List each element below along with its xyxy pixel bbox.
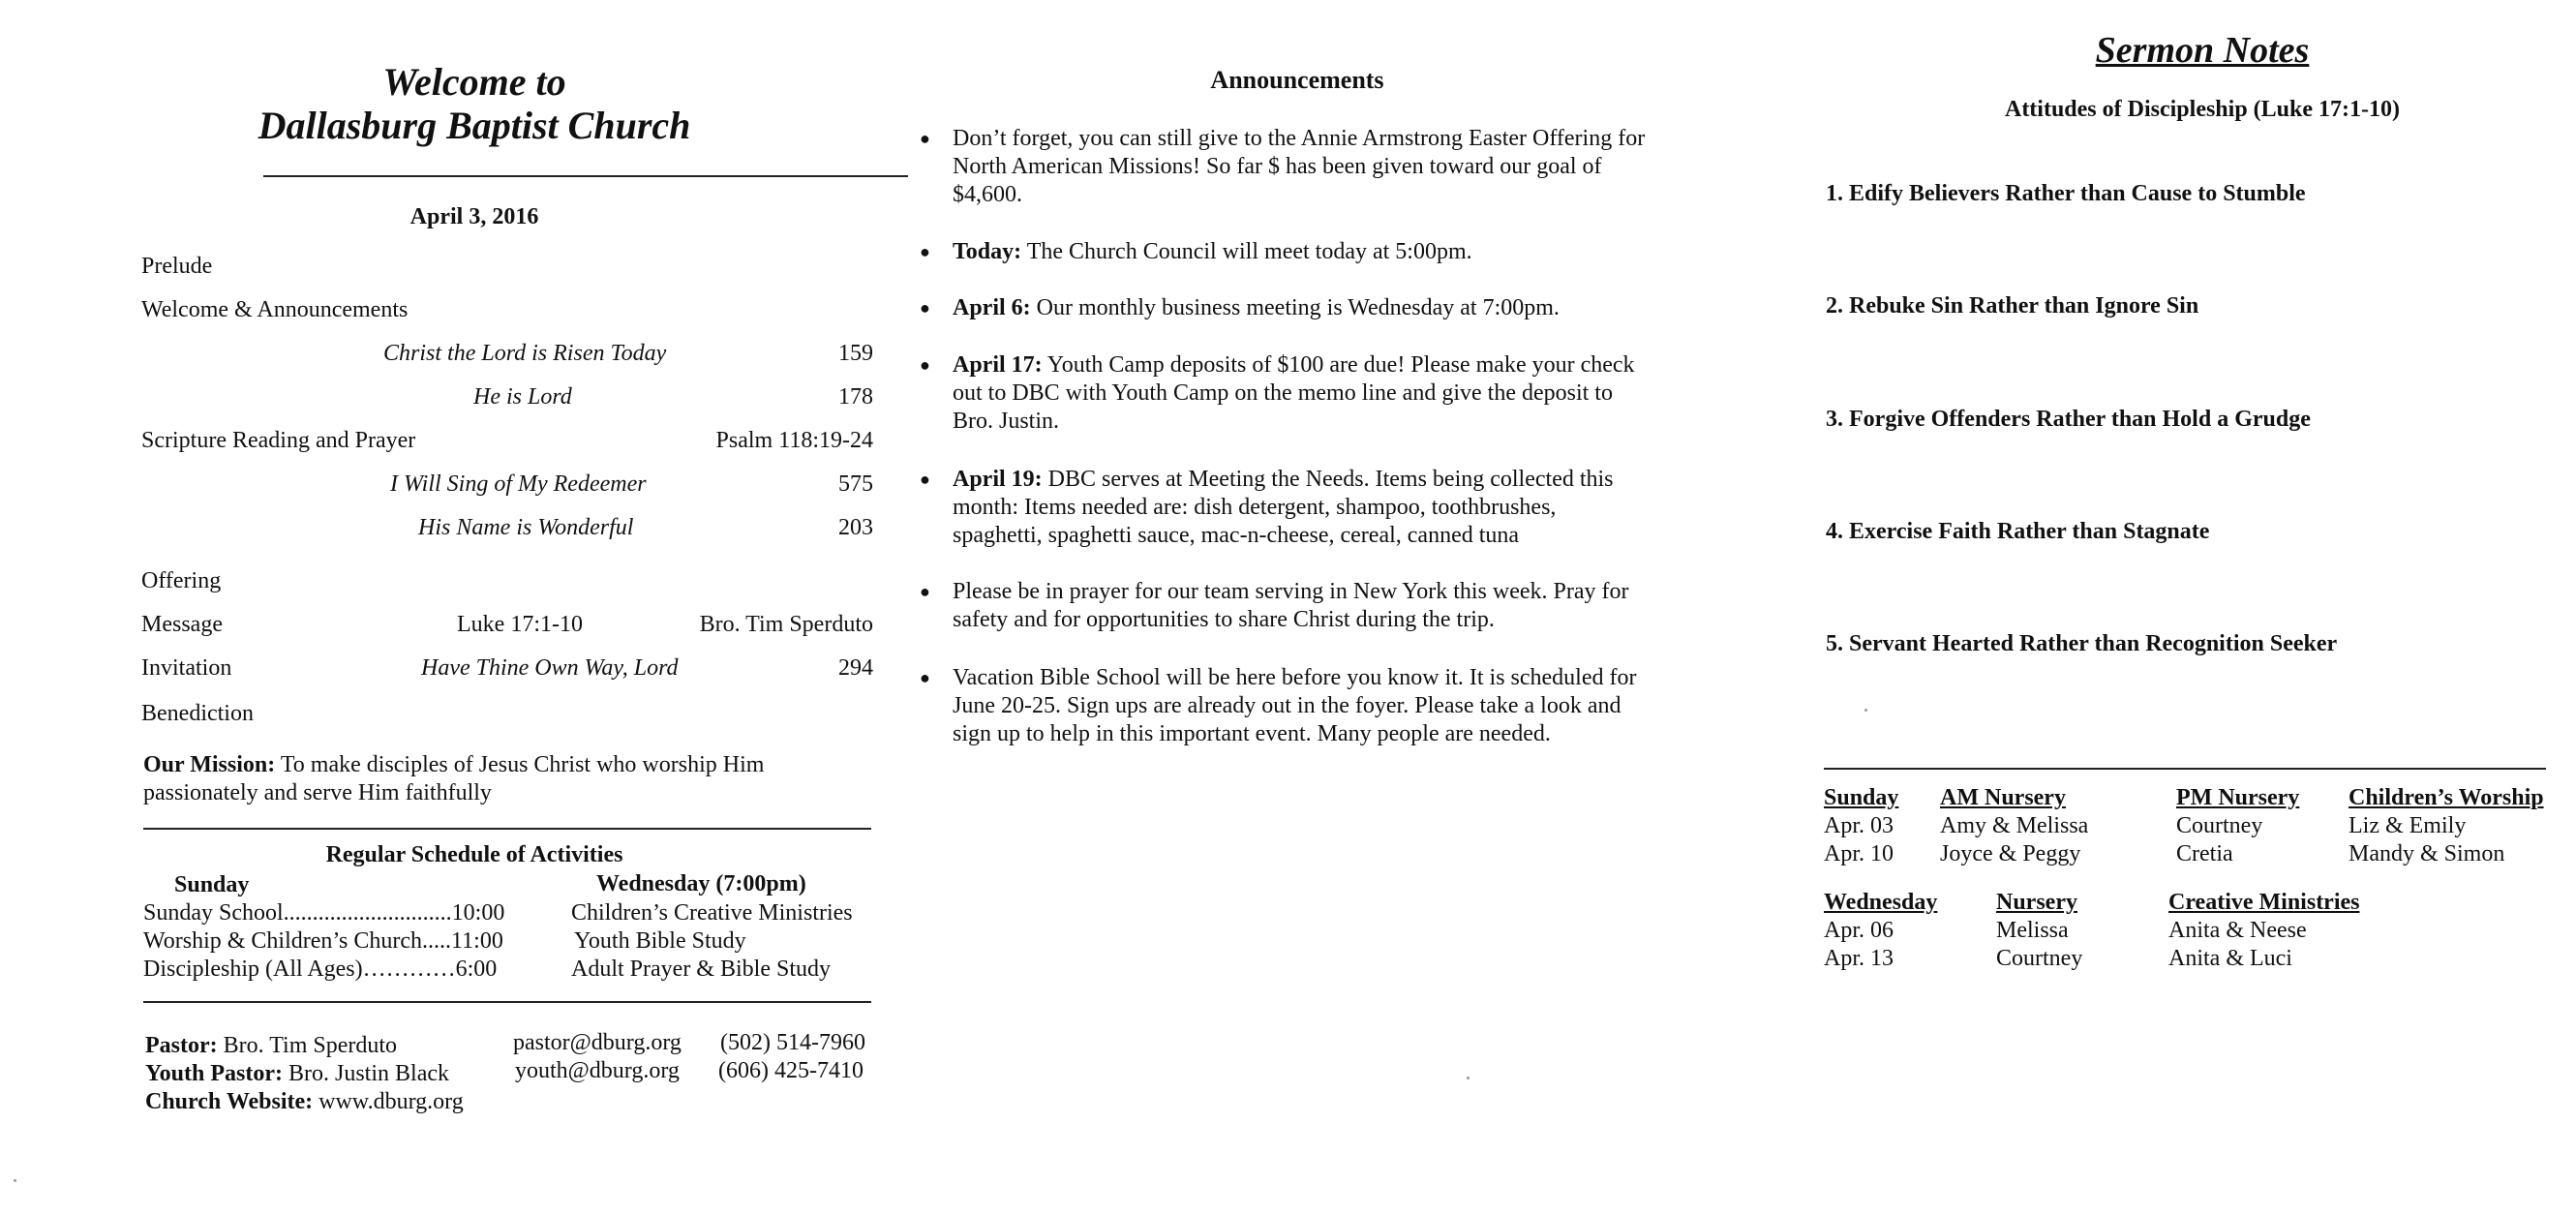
church-name-title: Dallasburg Baptist Church bbox=[258, 104, 691, 147]
volunteer-cell: Apr. 06 bbox=[1824, 918, 1894, 943]
mission-statement bbox=[143, 751, 840, 807]
schedule-wednesday-item: Children’s Creative Ministries bbox=[571, 900, 853, 926]
welcome-panel bbox=[136, 0, 881, 1215]
bullet-icon: ● bbox=[920, 298, 930, 318]
bullet-icon: ● bbox=[920, 242, 930, 261]
service-row bbox=[141, 653, 873, 683]
volunteer-cell: Melissa bbox=[1996, 918, 2069, 943]
service-item-label: Benediction bbox=[141, 701, 254, 726]
service-item-label: Invitation bbox=[141, 655, 232, 681]
schedule-divider bbox=[143, 1001, 871, 1003]
youth-pastor-label: Youth Pastor: bbox=[145, 1061, 283, 1086]
schedule-title: Regular Schedule of Activities bbox=[325, 842, 623, 867]
service-row bbox=[141, 252, 873, 281]
sermon-point: 1. Edify Believers Rather than Cause to Stumble bbox=[1826, 181, 2306, 206]
volunteer-cell: Joyce & Peggy bbox=[1940, 841, 2081, 866]
service-row bbox=[141, 566, 873, 595]
announcement-item: ● Today: The Church Council will meet today at 5:00pm. bbox=[920, 239, 1472, 264]
volunteer-cell: Anita & Luci bbox=[2168, 946, 2292, 971]
schedule-wednesday-item: Youth Bible Study bbox=[574, 928, 746, 954]
scan-speck bbox=[14, 1179, 16, 1182]
service-date: April 3, 2016 bbox=[409, 204, 539, 229]
pastor-phone: (502) 514-7960 bbox=[720, 1030, 865, 1055]
announcement-item: ● April 6: Our monthly business meeting is Wednesday at 7:00pm. bbox=[920, 295, 1560, 320]
sermon-point: 3. Forgive Offenders Rather than Hold a Grudge bbox=[1826, 407, 2311, 432]
volunteer-cell: Apr. 10 bbox=[1824, 841, 1894, 866]
service-item-label: Message bbox=[141, 612, 223, 637]
volunteer-header: Wednesday bbox=[1824, 890, 1938, 915]
bullet-icon: ● bbox=[920, 470, 930, 489]
scan-speck bbox=[1467, 1077, 1470, 1079]
service-row bbox=[141, 382, 873, 411]
website-label: Church Website: bbox=[145, 1089, 314, 1114]
service-item-reference: Psalm 118:19-24 bbox=[715, 428, 873, 453]
service-item-detail: He is Lord bbox=[473, 384, 572, 410]
website-url: www.dburg.org bbox=[313, 1089, 464, 1114]
service-row bbox=[141, 699, 873, 728]
website-line bbox=[145, 1088, 464, 1116]
pastor-name: Bro. Tim Sperduto bbox=[217, 1033, 398, 1058]
service-item-reference: 159 bbox=[838, 341, 873, 366]
service-item-reference: 575 bbox=[838, 471, 873, 497]
schedule-sunday-item: Worship & Children’s Church.....11:00 bbox=[143, 928, 503, 954]
volunteer-cell: Courtney bbox=[2176, 813, 2263, 838]
bullet-icon: ● bbox=[920, 355, 930, 375]
title-divider bbox=[263, 175, 908, 177]
volunteer-cell: Apr. 13 bbox=[1824, 946, 1894, 971]
youth-pastor-name: Bro. Justin Black bbox=[283, 1061, 449, 1086]
youth-phone: (606) 425-7410 bbox=[718, 1058, 864, 1083]
mission-divider bbox=[143, 828, 871, 830]
volunteer-cell: Liz & Emily bbox=[2349, 813, 2467, 838]
schedule-sunday-item: Discipleship (All Ages)…………6:00 bbox=[143, 957, 498, 982]
sermon-point: 4. Exercise Faith Rather than Stagnate bbox=[1826, 519, 2210, 544]
announcement-item: ● Please be in prayer for our team serving in New York this week. Pray for safety and for opportunities to share Christ during the trip. bbox=[920, 579, 1629, 632]
schedule-sunday-header: Sunday bbox=[174, 872, 250, 897]
service-row bbox=[141, 426, 873, 455]
volunteer-cell: Apr. 03 bbox=[1824, 813, 1894, 838]
announcement-item: ● April 19: DBC serves at Meeting the Needs. Items being collected this month: Items needed are: dish detergent, shampoo, toothbrushes, spaghetti, spaghetti sauce, mac-n-cheese, cereal, canned tuna bbox=[920, 467, 1614, 548]
welcome-title-line1: Welcome to bbox=[382, 60, 566, 104]
volunteer-cell: Courtney bbox=[1996, 946, 2083, 971]
service-item-label: Scripture Reading and Prayer bbox=[141, 428, 416, 453]
volunteer-header: PM Nursery bbox=[2176, 785, 2300, 810]
service-row bbox=[141, 470, 873, 499]
service-item-reference: 203 bbox=[838, 515, 873, 540]
sermon-notes-title: Sermon Notes bbox=[2095, 30, 2310, 71]
announcement-item: ● Vacation Bible School will be here before you know it. It is scheduled for June 20-25. Sign ups are already out in the foyer. Please take a look and sign up to help in this important event. Many people are needed. bbox=[920, 665, 1637, 746]
announcements-title: Announcements bbox=[1210, 66, 1384, 94]
volunteer-cell: Amy & Melissa bbox=[1940, 813, 2089, 838]
service-item-detail: Christ the Lord is Risen Today bbox=[383, 341, 667, 366]
youth-pastor-line bbox=[145, 1060, 449, 1088]
service-item-detail: I Will Sing of My Redeemer bbox=[390, 471, 647, 497]
volunteer-cell: Cretia bbox=[2176, 841, 2233, 866]
mission-text: To make disciples of Jesus Christ who worship Him passionately and serve Him faithfully bbox=[143, 752, 765, 805]
service-item-label: Welcome & Announcements bbox=[141, 297, 409, 322]
volunteer-cell: Mandy & Simon bbox=[2349, 841, 2505, 866]
volunteer-header: AM Nursery bbox=[1940, 785, 2066, 810]
schedule-sunday-item: Sunday School.............................10:00 bbox=[143, 900, 505, 926]
service-row bbox=[141, 339, 873, 368]
mission-label: Our Mission: bbox=[143, 752, 276, 777]
bullet-icon: ● bbox=[920, 129, 930, 148]
schedule-wednesday-item: Adult Prayer & Bible Study bbox=[571, 957, 831, 982]
service-item-label: Offering bbox=[141, 568, 222, 593]
pastor-email: pastor@dburg.org bbox=[513, 1030, 682, 1055]
volunteer-header: Sunday bbox=[1824, 785, 1899, 810]
service-item-reference: 178 bbox=[838, 384, 873, 410]
service-row bbox=[141, 295, 873, 324]
scan-speck bbox=[1864, 709, 1867, 712]
schedule-wednesday-header: Wednesday (7:00pm) bbox=[596, 871, 806, 896]
service-item-reference: 294 bbox=[838, 655, 873, 681]
pastor-label: Pastor: bbox=[145, 1033, 218, 1058]
announcements-panel bbox=[920, 0, 1675, 1215]
service-item-label: Prelude bbox=[141, 254, 213, 279]
service-item-reference: Bro. Tim Sperduto bbox=[699, 612, 873, 637]
service-item-detail: Have Thine Own Way, Lord bbox=[421, 655, 679, 681]
service-item-detail: His Name is Wonderful bbox=[418, 515, 634, 540]
volunteer-cell: Anita & Neese bbox=[2168, 918, 2307, 943]
bullet-icon: ● bbox=[920, 668, 930, 687]
pastor-line bbox=[145, 1032, 397, 1060]
volunteer-header: Children’s Worship bbox=[2349, 785, 2544, 810]
bullet-icon: ● bbox=[920, 582, 930, 601]
volunteer-header: Nursery bbox=[1996, 890, 2077, 915]
sermon-point: 5. Servant Hearted Rather than Recognition Seeker bbox=[1826, 631, 2338, 656]
volunteers-divider bbox=[1824, 768, 2546, 770]
service-row bbox=[141, 610, 873, 639]
service-item-detail: Luke 17:1-10 bbox=[457, 612, 583, 637]
youth-email: youth@dburg.org bbox=[515, 1058, 680, 1083]
service-row bbox=[141, 513, 873, 542]
announcement-item: ● Don’t forget, you can still give to the Annie Armstrong Easter Offering for North American Missions! So far $ has been given toward our goal of $4,600. bbox=[920, 126, 1646, 207]
sermon-notes-subtitle: Attitudes of Discipleship (Luke 17:1-10) bbox=[2004, 97, 2400, 122]
announcement-item: ● April 17: Youth Camp deposits of $100 are due! Please make your check out to DBC with Youth Camp on the memo line and give the deposit to Bro. Justin. bbox=[920, 352, 1635, 434]
sermon-notes-panel bbox=[1820, 0, 2575, 1215]
sermon-point: 2. Rebuke Sin Rather than Ignore Sin bbox=[1826, 293, 2199, 319]
volunteer-header: Creative Ministries bbox=[2168, 890, 2360, 915]
